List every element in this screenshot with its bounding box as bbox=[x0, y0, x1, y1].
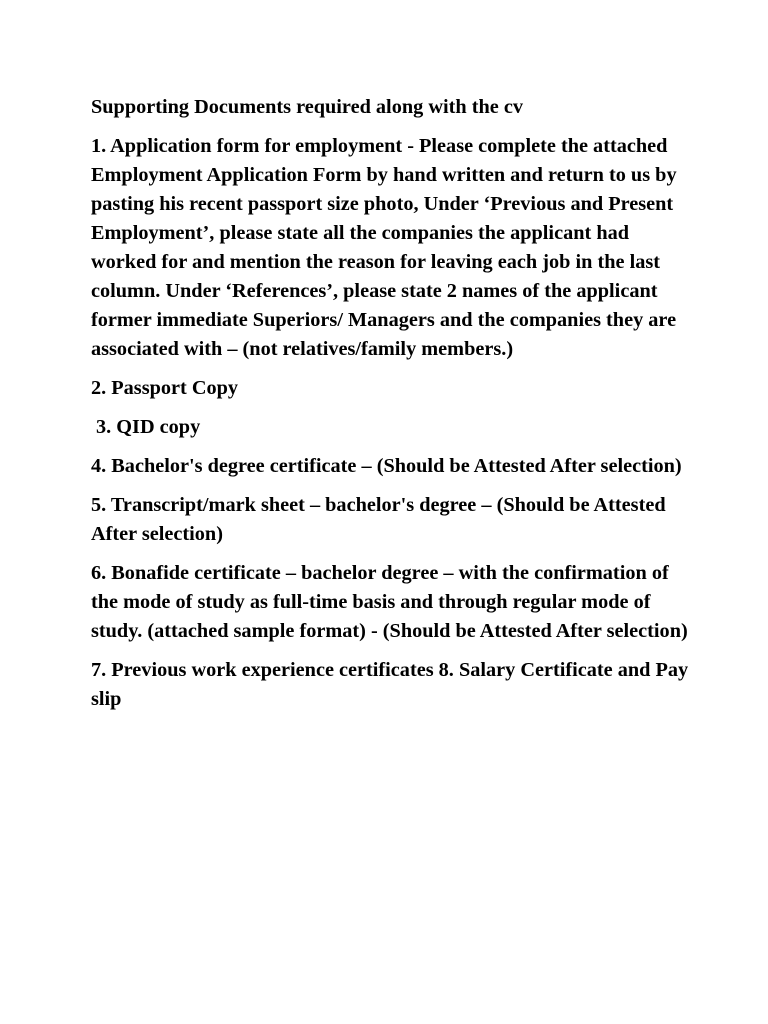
document-body bbox=[91, 93, 691, 724]
list-item: 5. Transcript/mark sheet – bachelor's degree – (Should be Attested After selection) bbox=[91, 494, 666, 545]
list-item: 1. Application form for employment - Please complete the attached Employment Application Form by hand written and return to us by pasting his recent passport size photo, Under ‘Previous and Present Employment’, please state all the companies the applicant had worked for and mention the reason for leaving each job in the last column. Under ‘References’, please state 2 names of the applicant former immediate Superiors/ Managers and the companies they are associated with – (not relatives/family members.) bbox=[91, 135, 677, 360]
list-item: 2. Passport Copy bbox=[91, 377, 239, 399]
list-item: 6. Bonafide certificate – bachelor degree – with the confirmation of the mode of study as full-time basis and through regular mode of study. (attached sample format) - (Should be Attested After selection) bbox=[91, 562, 688, 642]
list-item: 4. Bachelor's degree certificate – (Should be Attested After selection) bbox=[91, 455, 682, 477]
document-title: Supporting Documents required along with the cv bbox=[91, 96, 523, 118]
list-item: 7. Previous work experience certificates 8. Salary Certificate and Pay slip bbox=[91, 659, 689, 710]
list-item: 3. QID copy bbox=[96, 416, 201, 438]
